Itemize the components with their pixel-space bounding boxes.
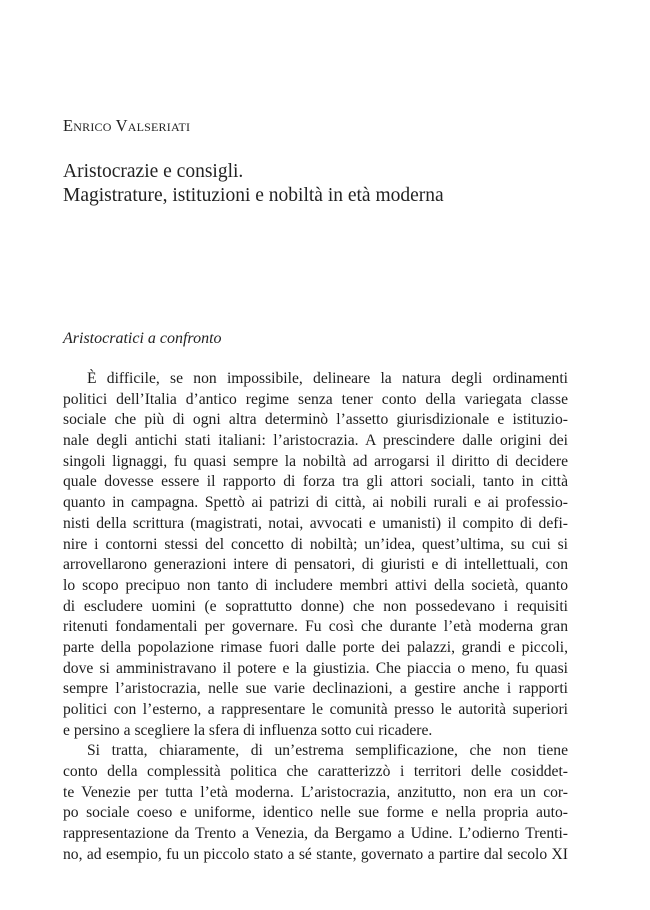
paragraph-1-line: politici dell’Italia d’antico regime senza tener conto della variegata classe: [63, 390, 568, 408]
paragraph-1-line: lo scopo precipuo non tanto di includere membri attivi della società, quanto: [63, 576, 568, 594]
paragraph-1-line: e persino a scegliere la sfera di influenza sotto cui ricadere.: [63, 721, 433, 739]
paragraph-1-line: È difficile, se non impossibile, delineare la natura degli ordinamenti: [87, 370, 568, 387]
paragraph-1-line: sempre l’aristocrazia, nelle sue varie declinazioni, a gestire anche i rapporti: [63, 680, 568, 698]
chapter-title-line: Aristocrazie e consigli.: [63, 161, 244, 182]
paragraph-2-line: rappresentazione da Trento a Venezia, da Bergamo a Udine. L’odierno Trenti-: [63, 825, 568, 843]
paragraph-1-line: sociale che più di ogni altra determinò l’assetto giurisdizionale e istituzio-: [63, 411, 568, 429]
section-heading: Aristocratici a confronto: [63, 330, 222, 347]
paragraph-1-line: quanto in campagna. Spettò ai patrizi di città, ai nobili rurali e ai professio-: [63, 494, 568, 512]
paragraph-2-line: no, ad esempio, fu un piccolo stato a sé stante, governato a partire dal secolo XI: [63, 845, 568, 863]
paragraph-1-line: di escludere uomini (e soprattutto donne) che non possedevano i requisiti: [63, 597, 568, 615]
paragraph-1-line: parte della popolazione rimase fuori dalle porte dei palazzi, grandi e piccoli,: [63, 638, 568, 656]
paragraph-2-line: te Venezie per tutta l’età moderna. L’aristocrazia, anzitutto, non era un cor-: [63, 783, 568, 801]
paragraph-1-line: nire i contorni stessi del concetto di nobiltà; un’idea, quest’ultima, su cui si: [63, 535, 568, 553]
paragraph-2-line: conto della complessità politica che caratterizzò i territori delle cosiddet-: [63, 763, 568, 781]
paragraph-1-line: dove si amministravano il potere e la giustizia. Che piaccia o meno, fu quasi: [63, 659, 568, 677]
paragraph-1-line: politici con l’esterno, a rappresentare le comunità presso le autorità superiori: [63, 701, 568, 718]
paragraph-1-line: arrovellarono generazioni intere di pensatori, di giuristi e di intellettuali, con: [63, 556, 568, 574]
paragraph-1-line: nisti della scrittura (magistrati, notai, avvocati e umanisti) il compito di defi-: [63, 514, 568, 532]
paragraph-2-line: Si tratta, chiaramente, di un’estrema semplificazione, che non tiene: [87, 742, 568, 760]
paragraph-1-line: singoli lignaggi, fu quasi sempre la nobiltà ad arrogarsi il diritto di decidere: [63, 452, 568, 470]
author-name: Enrico Valseriati: [63, 116, 191, 135]
paragraph-1-line: ritenuti fondamentali per governare. Fu così che durante l’età moderna gran: [63, 618, 568, 636]
paragraph-1-line: quale dovesse essere il rapporto di forza tra gli attori sociali, tanto in città: [63, 473, 568, 491]
body-text: [63, 369, 568, 866]
paragraph-1-line: nale degli antichi stati italiani: l’aristocrazia. A prescindere dalle origini dei: [63, 432, 568, 450]
chapter-title: [63, 160, 444, 208]
chapter-subtitle-line: Magistrature, istituzioni e nobiltà in età moderna: [63, 185, 444, 206]
paragraph-2-line: po sociale coeso e uniforme, identico nelle sue forme e nella propria auto-: [63, 804, 568, 822]
